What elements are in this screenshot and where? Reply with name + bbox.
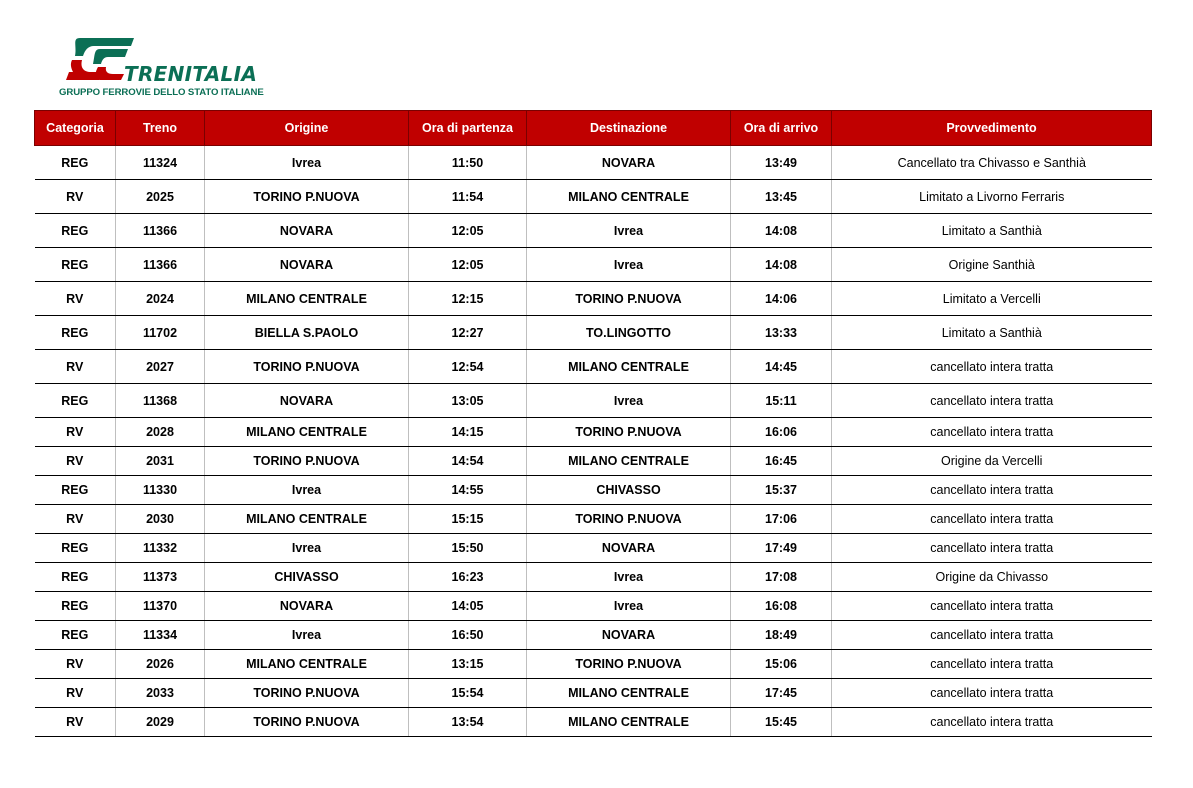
cell-destinazione: CHIVASSO bbox=[527, 476, 731, 505]
cell-treno: 2030 bbox=[116, 505, 205, 534]
cell-ora-arrivo: 17:08 bbox=[731, 563, 832, 592]
cell-origine: NOVARA bbox=[205, 384, 409, 418]
cell-categoria: RV bbox=[35, 708, 116, 737]
cell-ora-partenza: 13:54 bbox=[409, 708, 527, 737]
cell-ora-partenza: 14:05 bbox=[409, 592, 527, 621]
cell-destinazione: NOVARA bbox=[527, 621, 731, 650]
table-row bbox=[35, 563, 1152, 592]
cell-treno: 11366 bbox=[116, 248, 205, 282]
header-ora-partenza: Ora di partenza bbox=[409, 111, 527, 146]
cell-ora-partenza: 13:05 bbox=[409, 384, 527, 418]
cell-ora-arrivo: 13:49 bbox=[731, 146, 832, 180]
cell-ora-partenza: 12:54 bbox=[409, 350, 527, 384]
cell-origine: Ivrea bbox=[205, 534, 409, 563]
trenitalia-logo bbox=[58, 34, 278, 102]
cell-treno: 2024 bbox=[116, 282, 205, 316]
cell-provvedimento: cancellato intera tratta bbox=[832, 476, 1152, 505]
cell-ora-arrivo: 15:11 bbox=[731, 384, 832, 418]
cell-provvedimento: cancellato intera tratta bbox=[832, 708, 1152, 737]
cell-provvedimento: cancellato intera tratta bbox=[832, 505, 1152, 534]
cell-categoria: REG bbox=[35, 621, 116, 650]
cell-ora-partenza: 12:05 bbox=[409, 248, 527, 282]
header-destinazione: Destinazione bbox=[527, 111, 731, 146]
cell-categoria: RV bbox=[35, 679, 116, 708]
cell-treno: 2027 bbox=[116, 350, 205, 384]
header-origine: Origine bbox=[205, 111, 409, 146]
cell-provvedimento: cancellato intera tratta bbox=[832, 650, 1152, 679]
cell-origine: MILANO CENTRALE bbox=[205, 418, 409, 447]
cell-ora-arrivo: 17:49 bbox=[731, 534, 832, 563]
table-header bbox=[35, 111, 1152, 146]
cell-ora-arrivo: 16:45 bbox=[731, 447, 832, 476]
cell-treno: 2026 bbox=[116, 650, 205, 679]
cell-ora-arrivo: 15:45 bbox=[731, 708, 832, 737]
cell-origine: CHIVASSO bbox=[205, 563, 409, 592]
cell-ora-arrivo: 16:06 bbox=[731, 418, 832, 447]
brand-tagline: GRUPPO FERROVIE DELLO STATO ITALIANE bbox=[59, 87, 264, 98]
cell-ora-arrivo: 13:45 bbox=[731, 180, 832, 214]
cell-destinazione: TORINO P.NUOVA bbox=[527, 418, 731, 447]
cell-destinazione: TORINO P.NUOVA bbox=[527, 505, 731, 534]
cell-treno: 2033 bbox=[116, 679, 205, 708]
cell-destinazione: TORINO P.NUOVA bbox=[527, 650, 731, 679]
cell-ora-arrivo: 14:08 bbox=[731, 248, 832, 282]
cell-ora-arrivo: 17:45 bbox=[731, 679, 832, 708]
cell-categoria: REG bbox=[35, 476, 116, 505]
cell-ora-arrivo: 16:08 bbox=[731, 592, 832, 621]
cell-ora-partenza: 12:15 bbox=[409, 282, 527, 316]
cell-ora-arrivo: 15:06 bbox=[731, 650, 832, 679]
cell-destinazione: Ivrea bbox=[527, 214, 731, 248]
table-row bbox=[35, 384, 1152, 418]
cell-ora-partenza: 11:50 bbox=[409, 146, 527, 180]
cell-ora-partenza: 15:50 bbox=[409, 534, 527, 563]
cell-origine: MILANO CENTRALE bbox=[205, 282, 409, 316]
cell-ora-partenza: 16:50 bbox=[409, 621, 527, 650]
cell-provvedimento: cancellato intera tratta bbox=[832, 592, 1152, 621]
cell-ora-partenza: 13:15 bbox=[409, 650, 527, 679]
cell-destinazione: NOVARA bbox=[527, 534, 731, 563]
cell-treno: 11368 bbox=[116, 384, 205, 418]
table-row bbox=[35, 592, 1152, 621]
table-row bbox=[35, 621, 1152, 650]
cell-treno: 11324 bbox=[116, 146, 205, 180]
cell-ora-partenza: 14:55 bbox=[409, 476, 527, 505]
cell-origine: NOVARA bbox=[205, 592, 409, 621]
cell-treno: 11330 bbox=[116, 476, 205, 505]
table-row bbox=[35, 316, 1152, 350]
cell-origine: TORINO P.NUOVA bbox=[205, 350, 409, 384]
cell-ora-arrivo: 14:06 bbox=[731, 282, 832, 316]
table-row bbox=[35, 476, 1152, 505]
table-row bbox=[35, 534, 1152, 563]
cell-ora-partenza: 14:54 bbox=[409, 447, 527, 476]
cell-categoria: REG bbox=[35, 592, 116, 621]
cell-provvedimento: Origine da Vercelli bbox=[832, 447, 1152, 476]
cell-destinazione: MILANO CENTRALE bbox=[527, 708, 731, 737]
cell-destinazione: TO.LINGOTTO bbox=[527, 316, 731, 350]
cell-categoria: RV bbox=[35, 505, 116, 534]
cell-origine: TORINO P.NUOVA bbox=[205, 180, 409, 214]
cell-ora-arrivo: 15:37 bbox=[731, 476, 832, 505]
cell-treno: 11373 bbox=[116, 563, 205, 592]
cell-destinazione: Ivrea bbox=[527, 563, 731, 592]
cell-treno: 2028 bbox=[116, 418, 205, 447]
cell-ora-arrivo: 18:49 bbox=[731, 621, 832, 650]
cell-categoria: RV bbox=[35, 418, 116, 447]
cell-treno: 11334 bbox=[116, 621, 205, 650]
table-row bbox=[35, 447, 1152, 476]
cell-ora-arrivo: 17:06 bbox=[731, 505, 832, 534]
cell-ora-arrivo: 14:08 bbox=[731, 214, 832, 248]
cell-provvedimento: Origine da Chivasso bbox=[832, 563, 1152, 592]
cell-provvedimento: Limitato a Santhià bbox=[832, 214, 1152, 248]
cell-origine: TORINO P.NUOVA bbox=[205, 679, 409, 708]
cell-categoria: REG bbox=[35, 384, 116, 418]
cell-categoria: RV bbox=[35, 350, 116, 384]
cell-origine: Ivrea bbox=[205, 476, 409, 505]
cell-treno: 2025 bbox=[116, 180, 205, 214]
cell-provvedimento: Limitato a Santhià bbox=[832, 316, 1152, 350]
cell-provvedimento: cancellato intera tratta bbox=[832, 534, 1152, 563]
cell-destinazione: Ivrea bbox=[527, 592, 731, 621]
cell-destinazione: MILANO CENTRALE bbox=[527, 180, 731, 214]
cell-destinazione: Ivrea bbox=[527, 384, 731, 418]
cell-ora-arrivo: 14:45 bbox=[731, 350, 832, 384]
cell-provvedimento: cancellato intera tratta bbox=[832, 384, 1152, 418]
table-body bbox=[35, 146, 1152, 737]
cell-treno: 11366 bbox=[116, 214, 205, 248]
cell-origine: MILANO CENTRALE bbox=[205, 505, 409, 534]
cell-origine: Ivrea bbox=[205, 146, 409, 180]
table-row bbox=[35, 708, 1152, 737]
cell-categoria: REG bbox=[35, 146, 116, 180]
cell-ora-partenza: 15:54 bbox=[409, 679, 527, 708]
table-row bbox=[35, 350, 1152, 384]
cell-destinazione: NOVARA bbox=[527, 146, 731, 180]
cell-categoria: REG bbox=[35, 214, 116, 248]
cell-categoria: RV bbox=[35, 447, 116, 476]
cell-origine: Ivrea bbox=[205, 621, 409, 650]
cell-origine: MILANO CENTRALE bbox=[205, 650, 409, 679]
cell-ora-partenza: 11:54 bbox=[409, 180, 527, 214]
cell-origine: NOVARA bbox=[205, 248, 409, 282]
cell-destinazione: Ivrea bbox=[527, 248, 731, 282]
cell-origine: NOVARA bbox=[205, 214, 409, 248]
cell-destinazione: MILANO CENTRALE bbox=[527, 350, 731, 384]
brand-name: TRENITALIA bbox=[124, 62, 258, 86]
cell-treno: 11370 bbox=[116, 592, 205, 621]
table-row bbox=[35, 248, 1152, 282]
cell-treno: 11702 bbox=[116, 316, 205, 350]
cell-provvedimento: Limitato a Vercelli bbox=[832, 282, 1152, 316]
cell-origine: BIELLA S.PAOLO bbox=[205, 316, 409, 350]
cell-categoria: REG bbox=[35, 248, 116, 282]
cell-provvedimento: Cancellato tra Chivasso e Santhià bbox=[832, 146, 1152, 180]
cell-ora-partenza: 14:15 bbox=[409, 418, 527, 447]
table-row bbox=[35, 679, 1152, 708]
cell-provvedimento: cancellato intera tratta bbox=[832, 418, 1152, 447]
table-row bbox=[35, 146, 1152, 180]
cell-provvedimento: cancellato intera tratta bbox=[832, 679, 1152, 708]
cell-ora-partenza: 12:05 bbox=[409, 214, 527, 248]
table-row bbox=[35, 418, 1152, 447]
table-row bbox=[35, 282, 1152, 316]
cell-treno: 11332 bbox=[116, 534, 205, 563]
table-row bbox=[35, 505, 1152, 534]
cell-destinazione: TORINO P.NUOVA bbox=[527, 282, 731, 316]
cell-provvedimento: cancellato intera tratta bbox=[832, 621, 1152, 650]
cell-provvedimento: cancellato intera tratta bbox=[832, 350, 1152, 384]
cell-origine: TORINO P.NUOVA bbox=[205, 447, 409, 476]
header-treno: Treno bbox=[116, 111, 205, 146]
cell-categoria: RV bbox=[35, 650, 116, 679]
cell-destinazione: MILANO CENTRALE bbox=[527, 447, 731, 476]
table-row bbox=[35, 180, 1152, 214]
table-row bbox=[35, 650, 1152, 679]
cell-categoria: REG bbox=[35, 534, 116, 563]
cell-categoria: REG bbox=[35, 316, 116, 350]
cell-ora-partenza: 16:23 bbox=[409, 563, 527, 592]
train-disruptions-table bbox=[34, 110, 1152, 737]
cell-categoria: REG bbox=[35, 563, 116, 592]
cell-categoria: RV bbox=[35, 282, 116, 316]
cell-ora-partenza: 12:27 bbox=[409, 316, 527, 350]
header-ora-arrivo: Ora di arrivo bbox=[731, 111, 832, 146]
header-categoria: Categoria bbox=[35, 111, 116, 146]
cell-provvedimento: Origine Santhià bbox=[832, 248, 1152, 282]
header-provvedimento: Provvedimento bbox=[832, 111, 1152, 146]
cell-ora-arrivo: 13:33 bbox=[731, 316, 832, 350]
table-row bbox=[35, 214, 1152, 248]
cell-provvedimento: Limitato a Livorno Ferraris bbox=[832, 180, 1152, 214]
cell-origine: TORINO P.NUOVA bbox=[205, 708, 409, 737]
cell-treno: 2029 bbox=[116, 708, 205, 737]
cell-treno: 2031 bbox=[116, 447, 205, 476]
cell-ora-partenza: 15:15 bbox=[409, 505, 527, 534]
cell-categoria: RV bbox=[35, 180, 116, 214]
cell-destinazione: MILANO CENTRALE bbox=[527, 679, 731, 708]
